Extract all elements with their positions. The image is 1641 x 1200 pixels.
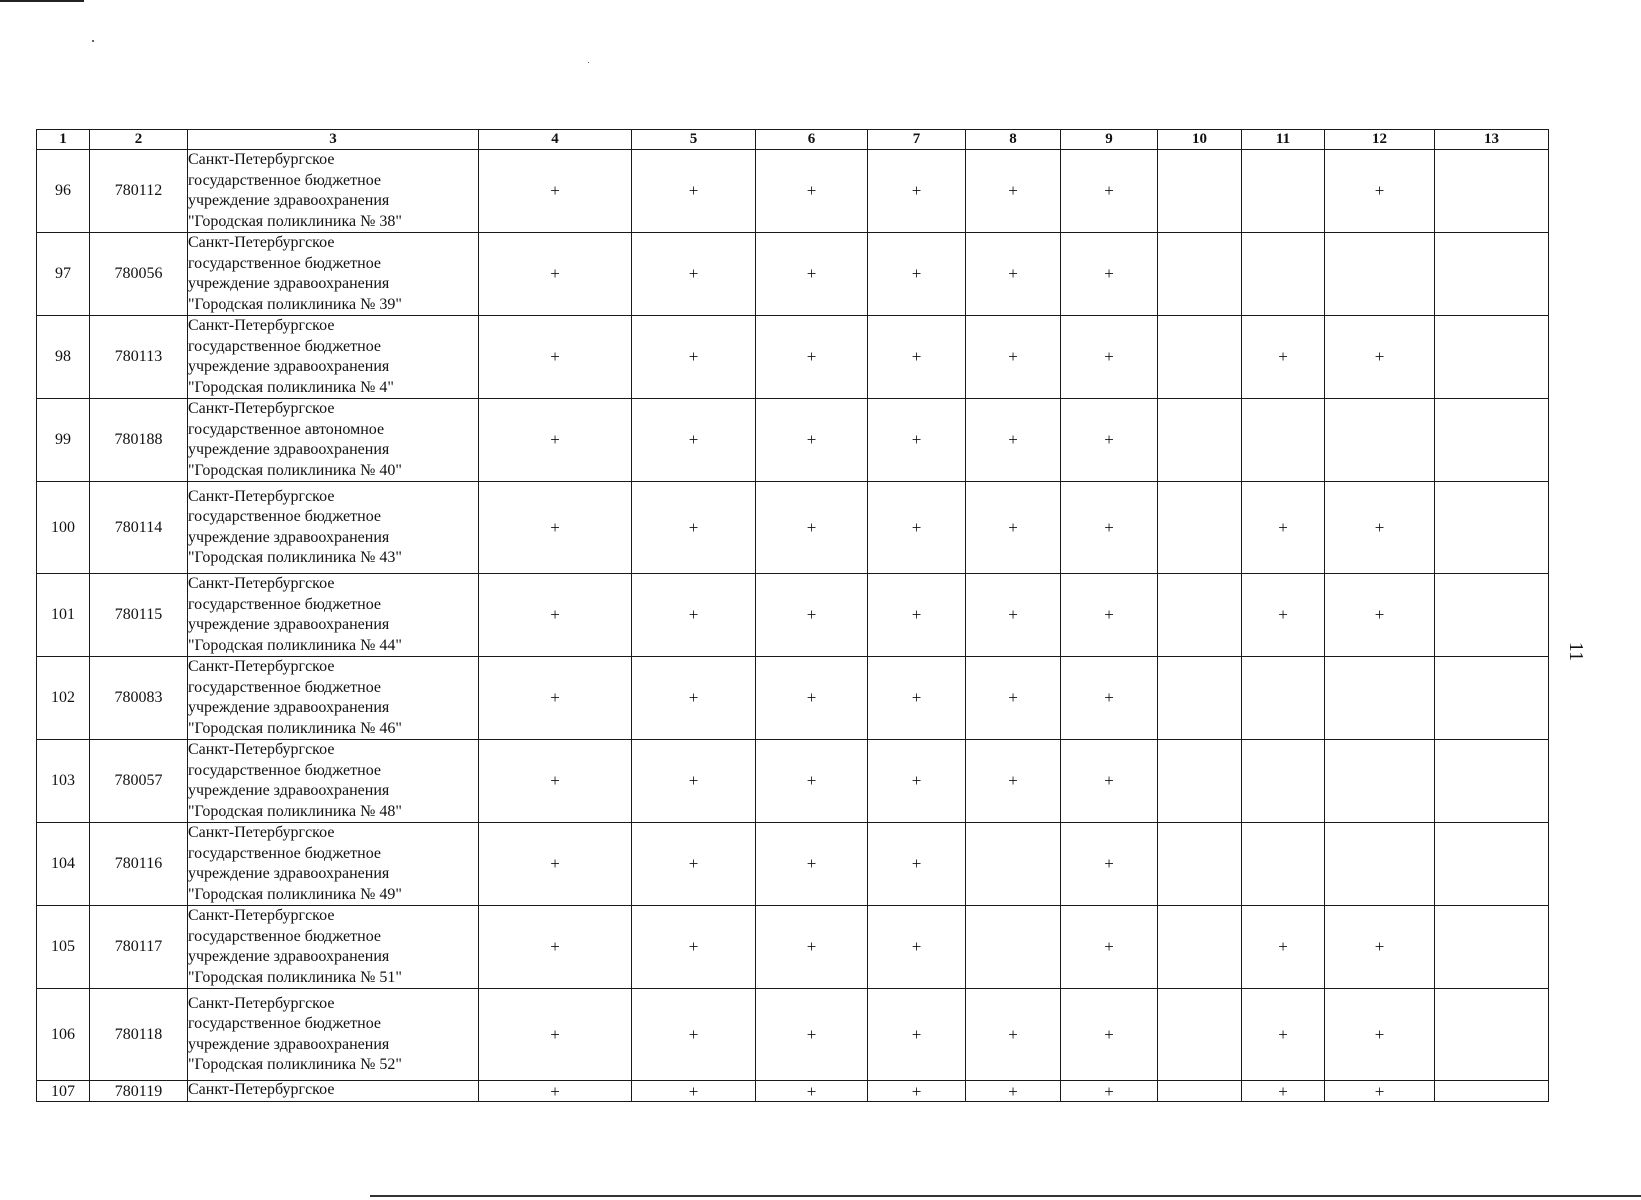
table-row: [37, 150, 1549, 233]
mark-cell-col-5: +: [632, 574, 756, 657]
organization-name-line: "Городская поликлиника № 49": [188, 885, 402, 903]
mark-cell-col-6: +: [756, 574, 868, 657]
organization-name-line: государственное бюджетное: [188, 1015, 381, 1032]
organization-name-line: Санкт-Петербургское: [188, 400, 335, 417]
table-header: [37, 130, 1549, 150]
column-header: 10: [1158, 130, 1242, 150]
organization-name-line: Санкт-Петербургское: [188, 907, 335, 924]
mark-cell-col-12: +: [1325, 989, 1435, 1081]
organization-name-line: "Городская поликлиника № 40": [188, 461, 402, 479]
row-number-cell: 97: [37, 233, 90, 316]
mark-cell-col-13: [1435, 233, 1549, 316]
mark-cell-col-4: +: [479, 1081, 632, 1102]
mark-cell-col-12: [1325, 399, 1435, 482]
row-number-cell: 107: [37, 1081, 90, 1102]
mark-cell-col-11: [1242, 823, 1325, 906]
organization-name-line: государственное бюджетное: [188, 337, 381, 355]
mark-cell-col-8: +: [966, 740, 1061, 823]
mark-cell-col-9: +: [1061, 233, 1158, 316]
mark-cell-col-4: +: [479, 399, 632, 482]
organization-name-line: государственное бюджетное: [188, 595, 381, 613]
mark-cell-col-13: [1435, 574, 1549, 657]
row-number-cell: 102: [37, 657, 90, 740]
mark-cell-col-11: [1242, 657, 1325, 740]
mark-cell-col-13: [1435, 823, 1549, 906]
mark-cell-col-8: [966, 823, 1061, 906]
organization-name-cell: [188, 574, 479, 657]
mark-cell-col-4: +: [479, 574, 632, 657]
registry-code-cell: 780188: [90, 399, 188, 482]
header-row: [37, 130, 1549, 150]
mark-cell-col-8: +: [966, 989, 1061, 1081]
mark-cell-col-6: +: [756, 150, 868, 233]
column-header: 12: [1325, 130, 1435, 150]
mark-cell-col-7: +: [868, 657, 966, 740]
mark-cell-col-10: [1158, 399, 1242, 482]
organization-name-line: учреждение здравоохранения: [188, 1035, 390, 1053]
mark-cell-col-9: +: [1061, 740, 1158, 823]
mark-cell-col-9: +: [1061, 399, 1158, 482]
mark-cell-col-4: +: [479, 150, 632, 233]
organization-name-cell: [188, 989, 479, 1081]
mark-cell-col-7: +: [868, 399, 966, 482]
page-number: 11: [1565, 641, 1588, 662]
mark-cell-col-5: +: [632, 1081, 756, 1102]
row-number-cell: 104: [37, 823, 90, 906]
mark-cell-col-6: +: [756, 399, 868, 482]
mark-cell-col-8: +: [966, 1081, 1061, 1102]
registry-code-cell: 780117: [90, 906, 188, 989]
mark-cell-col-11: +: [1242, 1081, 1325, 1102]
mark-cell-col-5: +: [632, 399, 756, 482]
organization-name-line: Санкт-Петербургское: [188, 151, 335, 168]
mark-cell-col-5: +: [632, 150, 756, 233]
mark-cell-col-7: +: [868, 740, 966, 823]
mark-cell-col-4: +: [479, 316, 632, 399]
mark-cell-col-10: [1158, 989, 1242, 1081]
organization-name-line: государственное бюджетное: [188, 844, 381, 862]
mark-cell-col-5: +: [632, 989, 756, 1081]
mark-cell-col-5: +: [632, 823, 756, 906]
mark-cell-col-7: +: [868, 316, 966, 399]
organization-name-cell: [188, 740, 479, 823]
mark-cell-col-10: [1158, 482, 1242, 574]
mark-cell-col-9: +: [1061, 150, 1158, 233]
mark-cell-col-12: +: [1325, 482, 1435, 574]
row-number-cell: 105: [37, 906, 90, 989]
organization-name-line: учреждение здравоохранения: [188, 865, 390, 882]
mark-cell-col-5: +: [632, 657, 756, 740]
mark-cell-col-11: +: [1242, 316, 1325, 399]
table-row: [37, 906, 1549, 989]
table-body: [37, 150, 1549, 1102]
scan-speck: [92, 40, 94, 42]
mark-cell-col-11: +: [1242, 482, 1325, 574]
mark-cell-col-8: +: [966, 316, 1061, 399]
organization-name-line: Санкт-Петербургское: [188, 741, 335, 758]
column-header: 5: [632, 130, 756, 150]
organization-name-line: "Городская поликлиника № 43": [188, 549, 402, 566]
column-header: 11: [1242, 130, 1325, 150]
mark-cell-col-13: [1435, 740, 1549, 823]
mark-cell-col-7: +: [868, 574, 966, 657]
bottom-edge-rule: [370, 1195, 1641, 1197]
mark-cell-col-12: [1325, 740, 1435, 823]
registry-code-cell: 780113: [90, 316, 188, 399]
organization-name-line: Санкт-Петербургское: [188, 658, 335, 675]
organization-name-cell: [188, 233, 479, 316]
organization-name-line: государственное бюджетное: [188, 171, 381, 189]
mark-cell-col-13: [1435, 316, 1549, 399]
mark-cell-col-8: +: [966, 399, 1061, 482]
registry-code-cell: 780114: [90, 482, 188, 574]
mark-cell-col-4: +: [479, 823, 632, 906]
registry-code-cell: 780115: [90, 574, 188, 657]
mark-cell-col-11: +: [1242, 906, 1325, 989]
organization-name-line: Санкт-Петербургское: [188, 1081, 335, 1098]
mark-cell-col-13: [1435, 989, 1549, 1081]
table-row: [37, 1081, 1549, 1102]
organization-name-line: государственное бюджетное: [188, 678, 381, 696]
mark-cell-col-9: +: [1061, 657, 1158, 740]
mark-cell-col-10: [1158, 150, 1242, 233]
mark-cell-col-9: +: [1061, 574, 1158, 657]
organization-name-line: Санкт-Петербургское: [188, 575, 335, 592]
mark-cell-col-8: +: [966, 482, 1061, 574]
column-header: 7: [868, 130, 966, 150]
mark-cell-col-10: [1158, 740, 1242, 823]
column-header: 13: [1435, 130, 1549, 150]
organization-name-line: учреждение здравоохранения: [188, 358, 390, 375]
mark-cell-col-7: +: [868, 150, 966, 233]
organization-name-line: учреждение здравоохранения: [188, 528, 390, 546]
organization-name-line: Санкт-Петербургское: [188, 234, 335, 251]
registry-code-cell: 780118: [90, 989, 188, 1081]
organization-name-line: Санкт-Петербургское: [188, 994, 335, 1012]
table-row: [37, 823, 1549, 906]
mark-cell-col-6: +: [756, 233, 868, 316]
row-number-cell: 103: [37, 740, 90, 823]
mark-cell-col-7: +: [868, 906, 966, 989]
mark-cell-col-4: +: [479, 740, 632, 823]
organization-name-line: учреждение здравоохранения: [188, 782, 390, 799]
mark-cell-col-12: +: [1325, 1081, 1435, 1102]
mark-cell-col-9: +: [1061, 1081, 1158, 1102]
mark-cell-col-13: [1435, 150, 1549, 233]
mark-cell-col-13: [1435, 657, 1549, 740]
column-header: 4: [479, 130, 632, 150]
registry-code-cell: 780057: [90, 740, 188, 823]
organization-name-line: Санкт-Петербургское: [188, 487, 335, 505]
mark-cell-col-8: +: [966, 657, 1061, 740]
mark-cell-col-6: +: [756, 906, 868, 989]
mark-cell-col-8: [966, 906, 1061, 989]
organization-name-cell: [188, 150, 479, 233]
mark-cell-col-10: [1158, 316, 1242, 399]
mark-cell-col-12: +: [1325, 150, 1435, 233]
organization-name-line: учреждение здравоохранения: [188, 441, 390, 458]
mark-cell-col-4: +: [479, 989, 632, 1081]
organization-name-cell: [188, 1081, 479, 1102]
mark-cell-col-12: [1325, 823, 1435, 906]
mark-cell-col-12: [1325, 657, 1435, 740]
mark-cell-col-13: [1435, 906, 1549, 989]
row-number-cell: 101: [37, 574, 90, 657]
column-header: 3: [188, 130, 479, 150]
scan-speck: [588, 62, 589, 63]
mark-cell-col-11: +: [1242, 989, 1325, 1081]
mark-cell-col-11: [1242, 740, 1325, 823]
mark-cell-col-7: +: [868, 233, 966, 316]
registry-table: [36, 129, 1549, 1102]
mark-cell-col-9: +: [1061, 823, 1158, 906]
row-number-cell: 98: [37, 316, 90, 399]
registry-code-cell: 780083: [90, 657, 188, 740]
mark-cell-col-10: [1158, 906, 1242, 989]
table-row: [37, 316, 1549, 399]
table-row: [37, 482, 1549, 574]
mark-cell-col-12: +: [1325, 316, 1435, 399]
mark-cell-col-5: +: [632, 316, 756, 399]
mark-cell-col-7: +: [868, 1081, 966, 1102]
registry-code-cell: 780056: [90, 233, 188, 316]
organization-name-line: "Городская поликлиника № 51": [188, 968, 402, 986]
mark-cell-col-6: +: [756, 740, 868, 823]
organization-name-line: "Городская поликлиника № 46": [188, 719, 402, 737]
table-row: [37, 574, 1549, 657]
organization-name-line: "Городская поликлиника № 44": [188, 636, 402, 654]
organization-name-line: "Городская поликлиника № 52": [188, 1056, 402, 1073]
mark-cell-col-6: +: [756, 1081, 868, 1102]
organization-name-line: "Городская поликлиника № 39": [188, 295, 402, 313]
mark-cell-col-8: +: [966, 574, 1061, 657]
mark-cell-col-10: [1158, 1081, 1242, 1102]
mark-cell-col-12: +: [1325, 906, 1435, 989]
organization-name-cell: [188, 657, 479, 740]
organization-name-line: государственное бюджетное: [188, 927, 381, 945]
organization-name-cell: [188, 316, 479, 399]
mark-cell-col-10: [1158, 233, 1242, 316]
mark-cell-col-6: +: [756, 823, 868, 906]
mark-cell-col-11: +: [1242, 574, 1325, 657]
mark-cell-col-11: [1242, 150, 1325, 233]
row-number-cell: 99: [37, 399, 90, 482]
column-header: 8: [966, 130, 1061, 150]
mark-cell-col-4: +: [479, 906, 632, 989]
mark-cell-col-6: +: [756, 316, 868, 399]
row-number-cell: 106: [37, 989, 90, 1081]
table-row: [37, 740, 1549, 823]
organization-name-cell: [188, 482, 479, 574]
registry-code-cell: 780116: [90, 823, 188, 906]
mark-cell-col-9: +: [1061, 989, 1158, 1081]
mark-cell-col-8: +: [966, 150, 1061, 233]
mark-cell-col-7: +: [868, 823, 966, 906]
organization-name-cell: [188, 823, 479, 906]
organization-name-line: учреждение здравоохранения: [188, 616, 390, 633]
mark-cell-col-7: +: [868, 989, 966, 1081]
organization-name-line: учреждение здравоохранения: [188, 275, 390, 292]
mark-cell-col-9: +: [1061, 482, 1158, 574]
registry-code-cell: 780112: [90, 150, 188, 233]
organization-name-line: государственное автономное: [188, 420, 385, 438]
organization-name-line: Санкт-Петербургское: [188, 824, 335, 841]
organization-name-line: государственное бюджетное: [188, 508, 381, 525]
organization-name-line: государственное бюджетное: [188, 254, 381, 272]
organization-name-cell: [188, 906, 479, 989]
mark-cell-col-12: [1325, 233, 1435, 316]
mark-cell-col-10: [1158, 574, 1242, 657]
organization-name-line: Санкт-Петербургское: [188, 317, 335, 334]
column-header: 9: [1061, 130, 1158, 150]
mark-cell-col-6: +: [756, 657, 868, 740]
organization-name-cell: [188, 399, 479, 482]
mark-cell-col-5: +: [632, 233, 756, 316]
mark-cell-col-5: +: [632, 906, 756, 989]
table-row: [37, 399, 1549, 482]
organization-name-line: учреждение здравоохранения: [188, 948, 390, 965]
mark-cell-col-4: +: [479, 482, 632, 574]
mark-cell-col-6: +: [756, 989, 868, 1081]
table-row: [37, 989, 1549, 1081]
mark-cell-col-11: [1242, 233, 1325, 316]
mark-cell-col-9: +: [1061, 906, 1158, 989]
column-header: 6: [756, 130, 868, 150]
mark-cell-col-7: +: [868, 482, 966, 574]
organization-name-line: учреждение здравоохранения: [188, 192, 390, 209]
mark-cell-col-4: +: [479, 233, 632, 316]
mark-cell-col-8: +: [966, 233, 1061, 316]
mark-cell-col-11: [1242, 399, 1325, 482]
organization-name-line: "Городская поликлиника № 38": [188, 212, 402, 230]
mark-cell-col-10: [1158, 823, 1242, 906]
top-left-rule: [0, 0, 84, 2]
column-header: 2: [90, 130, 188, 150]
mark-cell-col-5: +: [632, 740, 756, 823]
mark-cell-col-5: +: [632, 482, 756, 574]
column-header: 1: [37, 130, 90, 150]
organization-name-line: учреждение здравоохранения: [188, 699, 390, 716]
mark-cell-col-6: +: [756, 482, 868, 574]
organization-name-line: "Городская поликлиника № 48": [188, 802, 402, 820]
organization-name-line: государственное бюджетное: [188, 761, 381, 779]
row-number-cell: 100: [37, 482, 90, 574]
mark-cell-col-13: [1435, 1081, 1549, 1102]
mark-cell-col-4: +: [479, 657, 632, 740]
row-number-cell: 96: [37, 150, 90, 233]
organization-name-line: "Городская поликлиника № 4": [188, 378, 394, 396]
mark-cell-col-12: +: [1325, 574, 1435, 657]
table-row: [37, 233, 1549, 316]
table-row: [37, 657, 1549, 740]
mark-cell-col-13: [1435, 399, 1549, 482]
mark-cell-col-9: +: [1061, 316, 1158, 399]
registry-code-cell: 780119: [90, 1081, 188, 1102]
mark-cell-col-10: [1158, 657, 1242, 740]
mark-cell-col-13: [1435, 482, 1549, 574]
